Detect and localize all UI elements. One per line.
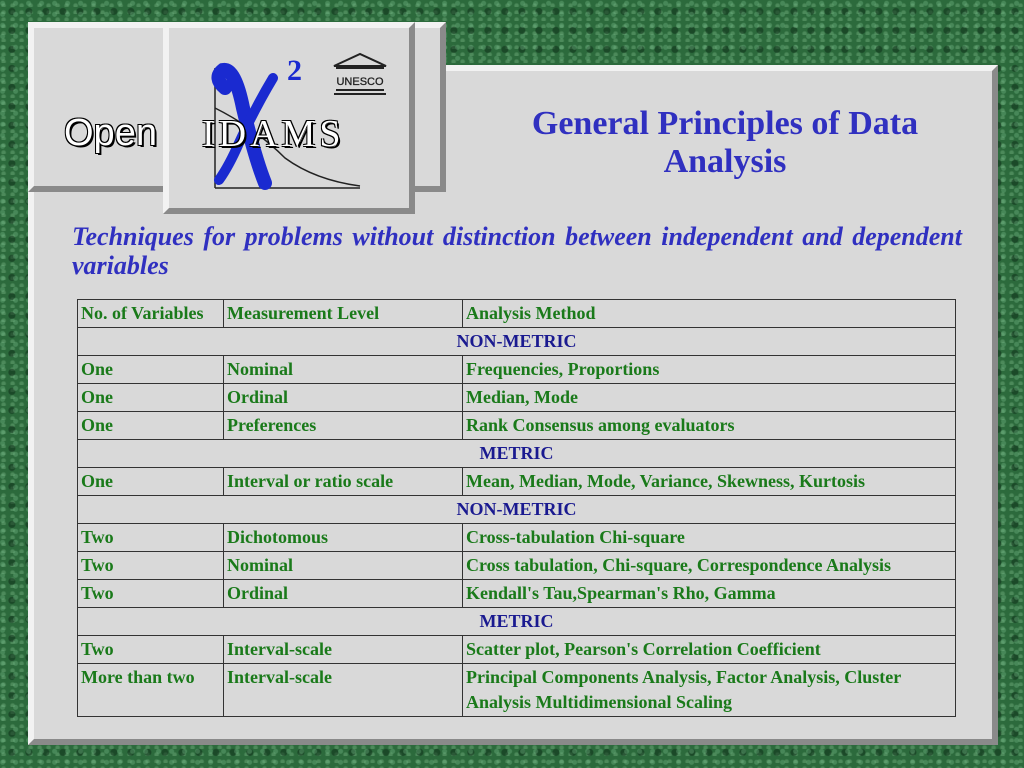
logo-open-text: Open bbox=[64, 112, 157, 154]
table-row bbox=[78, 384, 956, 412]
cell-analysis-method: Kendall's Tau,Spearman's Rho, Gamma bbox=[463, 580, 956, 608]
cell-measurement-level: Nominal bbox=[224, 356, 463, 384]
cell-variables: Two bbox=[78, 552, 224, 580]
cell-analysis-method: Frequencies, Proportions bbox=[463, 356, 956, 384]
table-row bbox=[78, 412, 956, 440]
cell-measurement-level: Interval or ratio scale bbox=[224, 468, 463, 496]
analysis-techniques-table bbox=[77, 299, 956, 717]
slide-subtitle: Techniques for problems without distinction between independent and dependent variables bbox=[72, 222, 962, 280]
cell-measurement-level: Ordinal bbox=[224, 384, 463, 412]
section-label: METRIC bbox=[78, 608, 956, 636]
cell-variables: More than two bbox=[78, 664, 224, 717]
section-label: NON-METRIC bbox=[78, 496, 956, 524]
cell-analysis-method: Rank Consensus among evaluators bbox=[463, 412, 956, 440]
table-row bbox=[78, 552, 956, 580]
table-row bbox=[78, 636, 956, 664]
cell-variables: Two bbox=[78, 580, 224, 608]
cell-measurement-level: Dichotomous bbox=[224, 524, 463, 552]
cell-variables: Two bbox=[78, 524, 224, 552]
table-section-row bbox=[78, 440, 956, 468]
table-row bbox=[78, 580, 956, 608]
unesco-label: UNESCO bbox=[336, 76, 384, 88]
cell-measurement-level: Preferences bbox=[224, 412, 463, 440]
header-cell-measurement: Measurement Level bbox=[224, 300, 463, 328]
cell-variables: One bbox=[78, 356, 224, 384]
table-section-row bbox=[78, 496, 956, 524]
cell-analysis-method: Mean, Median, Mode, Variance, Skewness, Kurtosis bbox=[463, 468, 956, 496]
section-label: NON-METRIC bbox=[78, 328, 956, 356]
cell-analysis-method: Cross-tabulation Chi-square bbox=[463, 524, 956, 552]
table-row bbox=[78, 468, 956, 496]
logo-idams-text: IDAMS bbox=[202, 113, 345, 155]
cell-variables: One bbox=[78, 468, 224, 496]
cell-analysis-method: Principal Components Analysis, Factor Analysis, Cluster Analysis Multidimensional Scaling bbox=[463, 664, 956, 717]
table-row bbox=[78, 664, 956, 717]
table-section-row bbox=[78, 608, 956, 636]
cell-measurement-level: Interval-scale bbox=[224, 664, 463, 717]
slide-title: General Principles of Data Analysis bbox=[531, 105, 919, 180]
cell-analysis-method: Cross tabulation, Chi-square, Correspondence Analysis bbox=[463, 552, 956, 580]
cell-variables: One bbox=[78, 412, 224, 440]
table-row bbox=[78, 524, 956, 552]
cell-analysis-method: Median, Mode bbox=[463, 384, 956, 412]
section-label: METRIC bbox=[78, 440, 956, 468]
unesco-logo-icon bbox=[330, 52, 390, 105]
header-cell-method: Analysis Method bbox=[463, 300, 956, 328]
table-header-row bbox=[78, 300, 956, 328]
chi-superscript: 2 bbox=[287, 54, 302, 87]
cell-variables: Two bbox=[78, 636, 224, 664]
table-section-row bbox=[78, 328, 956, 356]
cell-measurement-level: Nominal bbox=[224, 552, 463, 580]
cell-variables: One bbox=[78, 384, 224, 412]
table-row bbox=[78, 356, 956, 384]
cell-analysis-method: Scatter plot, Pearson's Correlation Coefficient bbox=[463, 636, 956, 664]
cell-measurement-level: Interval-scale bbox=[224, 636, 463, 664]
header-cell-variables: No. of Variables bbox=[78, 300, 224, 328]
cell-measurement-level: Ordinal bbox=[224, 580, 463, 608]
